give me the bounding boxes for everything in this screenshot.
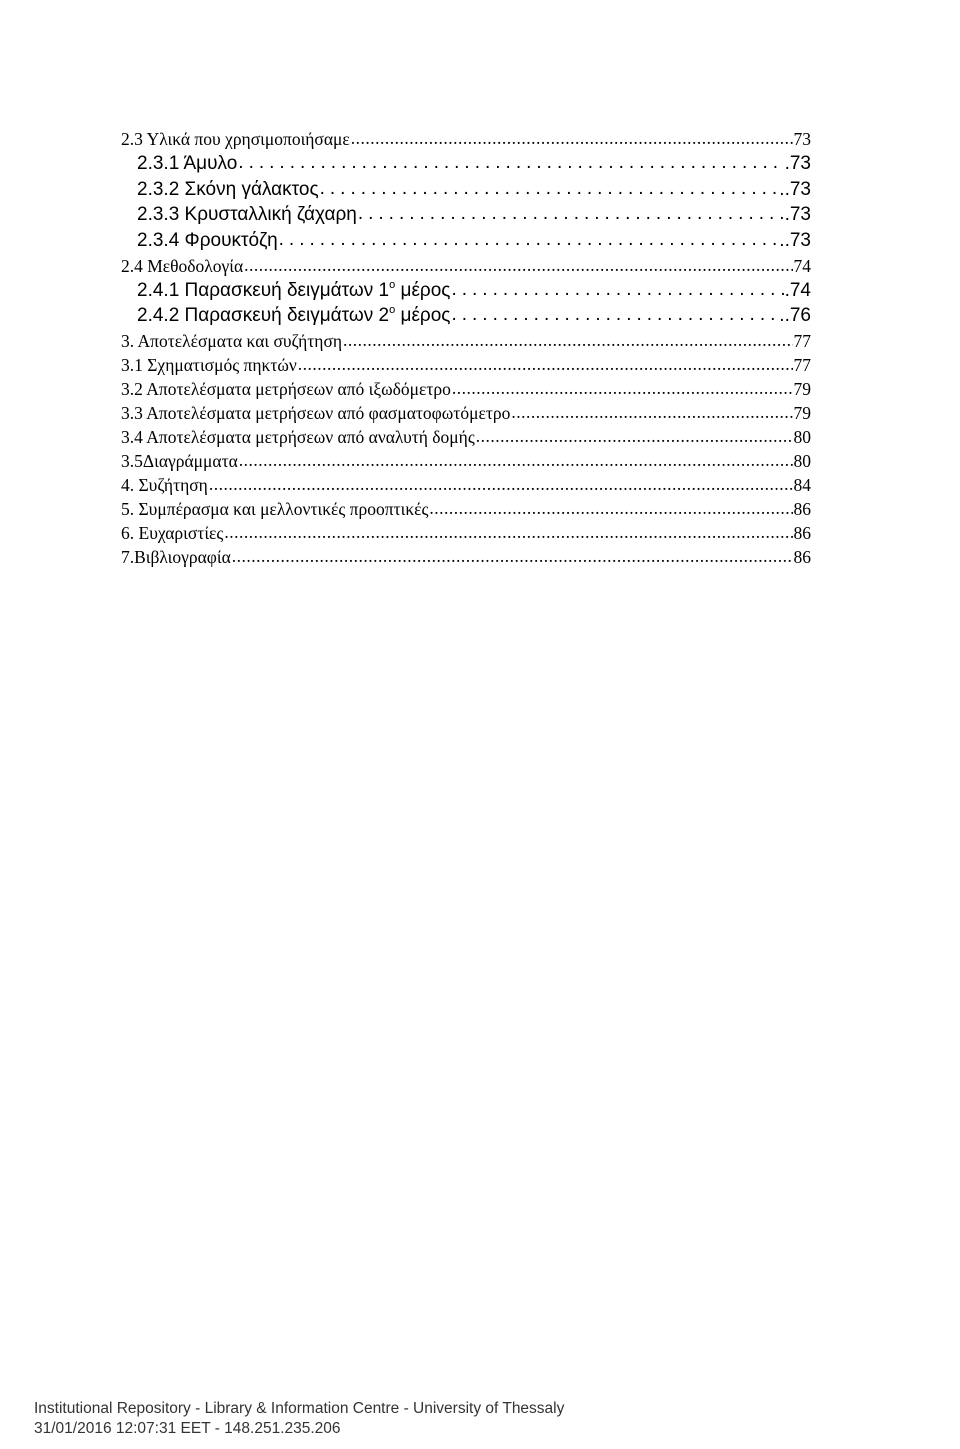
toc-entry xyxy=(121,377,811,401)
dot-leader xyxy=(232,544,793,568)
toc-entry-page: 77 xyxy=(793,331,811,352)
toc-entry xyxy=(121,329,811,353)
toc-entry-label: 4. Συζήτηση xyxy=(121,475,208,496)
toc-entry xyxy=(121,202,811,228)
toc-entry xyxy=(121,228,811,254)
toc-entry-page: ..73 xyxy=(779,178,811,200)
dot-leader xyxy=(298,352,793,376)
toc-entry xyxy=(121,303,811,329)
dot-leader xyxy=(429,496,792,520)
toc-entry-label: 3. Αποτελέσματα και συζήτηση xyxy=(121,331,343,352)
toc-entry-label: 3.2 Αποτελέσματα μετρήσεων από ιξωδόμετρο xyxy=(121,379,451,400)
dot-leader xyxy=(224,520,792,544)
toc-entry xyxy=(121,254,811,278)
toc-entry-label-main: 2.4.2 Παρασκευή δειγμάτων 2 xyxy=(137,305,390,327)
toc-entry-label: 5. Συμπέρασμα και μελλοντικές προοπτικές xyxy=(121,499,429,520)
dot-leader xyxy=(351,126,793,150)
toc-entry-page: 79 xyxy=(793,379,811,400)
toc-entry-label: 7.Βιβλιογραφία xyxy=(121,547,231,568)
dot-leader xyxy=(511,400,792,424)
toc-entry-label-tail: μέρος xyxy=(395,305,451,327)
toc-entry-page: 80 xyxy=(793,451,811,472)
footer-repository-line: Institutional Repository - Library & Information Centre - University of Thessaly xyxy=(34,1400,565,1417)
toc-entry xyxy=(121,473,811,497)
toc-entry-label: 6. Ευχαριστίες xyxy=(121,523,224,544)
dot-leader xyxy=(476,424,793,448)
toc-entry-page: .74 xyxy=(784,279,811,301)
dot-leader xyxy=(358,201,784,227)
toc-entry xyxy=(121,497,811,521)
toc-entry-label: 3.5Διαγράμματα xyxy=(121,451,238,472)
toc-entry xyxy=(121,401,811,425)
toc-entry-page: 86 xyxy=(793,523,811,544)
toc-entry-page: ..76 xyxy=(779,305,811,327)
toc-entry-label: 2.3 Υλικά που χρησιμοποιήσαμε xyxy=(121,129,350,149)
toc-entry-page: ..73 xyxy=(779,230,811,252)
dot-leader xyxy=(451,302,778,328)
toc-entry-label xyxy=(137,303,450,329)
table-of-contents xyxy=(121,127,811,569)
toc-entry-label: 2.4 Μεθοδολογία xyxy=(121,255,244,276)
toc-entry xyxy=(121,278,811,304)
toc-entry-page: 79 xyxy=(793,403,811,424)
toc-entry xyxy=(121,151,811,177)
dot-leader xyxy=(244,253,792,277)
toc-entry-page: .73 xyxy=(784,153,811,174)
footer-timestamp-line: 31/01/2016 12:07:31 EET - 148.251.235.206 xyxy=(34,1420,341,1437)
toc-entry-page: 74 xyxy=(793,255,811,276)
toc-entry-label-main: 2.4.1 Παρασκευή δειγμάτων 1 xyxy=(137,279,390,301)
repository-footer xyxy=(34,1399,564,1439)
toc-entry-label: 2.3.1 Άμυλο xyxy=(137,153,238,174)
toc-entry-label: 2.3.4 Φρουκτόζη xyxy=(137,230,278,252)
toc-entry-label: 3.4 Αποτελέσματα μετρήσεων από αναλυτή δομής xyxy=(121,427,475,448)
toc-entry-label: 2.3.2 Σκόνη γάλακτος xyxy=(137,178,319,200)
toc-entry xyxy=(121,545,811,569)
toc-entry xyxy=(121,449,811,473)
dot-leader xyxy=(343,328,792,352)
toc-entry-page: 77 xyxy=(793,355,811,376)
toc-entry xyxy=(121,425,811,449)
dot-leader xyxy=(279,227,779,253)
toc-entry xyxy=(121,521,811,545)
ordinal-superscript: ο xyxy=(389,278,396,291)
toc-entry-label: 3.1 Σχηματισμός πηκτών xyxy=(121,355,297,376)
toc-entry xyxy=(121,177,811,203)
dot-leader xyxy=(452,376,793,400)
toc-entry-label: 2.3.3 Κρυσταλλική ζάχαρη xyxy=(137,204,357,226)
toc-entry-page: 80 xyxy=(793,427,811,448)
toc-entry-label-tail: μέρος xyxy=(395,279,451,301)
toc-entry xyxy=(121,127,811,151)
toc-entry-page: 86 xyxy=(793,499,811,520)
toc-entry-page: .73 xyxy=(784,204,811,226)
dot-leader xyxy=(209,472,793,496)
toc-entry-page: 84 xyxy=(793,475,811,496)
toc-entry-label: 3.3 Αποτελέσματα μετρήσεων από φασματοφωτόμετρο xyxy=(121,403,511,424)
toc-entry-page: 73 xyxy=(793,129,811,149)
toc-entry-label xyxy=(137,278,450,304)
ordinal-superscript: ο xyxy=(389,304,396,317)
dot-leader xyxy=(320,176,779,202)
dot-leader xyxy=(239,448,793,472)
toc-entry-page: 86 xyxy=(793,547,811,568)
dot-leader xyxy=(238,150,783,176)
dot-leader xyxy=(451,277,783,303)
toc-entry xyxy=(121,353,811,377)
